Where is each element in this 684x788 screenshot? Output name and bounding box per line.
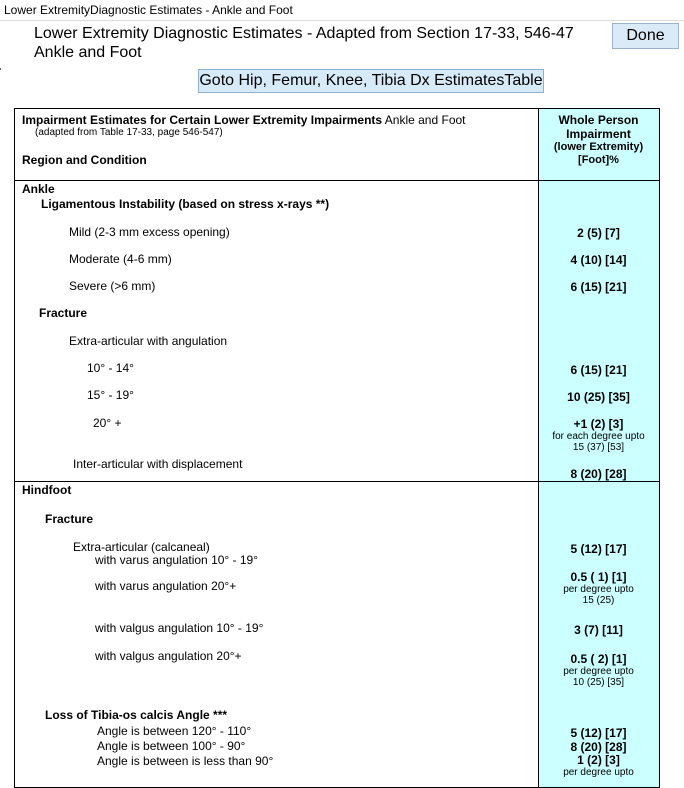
value-mild (538, 226, 659, 240)
condition-angle-15-19: 15° - 19° (87, 388, 134, 402)
value-moderate (538, 253, 659, 267)
page-title: Lower Extremity Diagnostic Estimates - Adapted from Section 17-33, 546-47 (34, 25, 574, 42)
window-title: Lower ExtremityDiagnostic Estimates - Ankle and Foot (4, 3, 293, 17)
ligament-heading: Ligamentous Instability (based on stress x-rays **) (41, 197, 330, 211)
impairment-table (14, 108, 660, 788)
condition-varus-20-plus: with varus angulation 20°+ (95, 579, 237, 593)
value-varus-20-plus-note: per degree upto (563, 584, 634, 595)
condition-severe: Severe (>6 mm) (69, 279, 156, 293)
page-heading (34, 24, 604, 62)
value-angle-20-plus-note: for each degree upto (552, 431, 645, 442)
value-angle-10-14-text: 6 (15) [21] (570, 363, 627, 377)
value-severe-text: 6 (15) [21] (570, 280, 627, 294)
value-valgus-10-19 (538, 623, 659, 637)
value-angle-20-plus (538, 417, 659, 453)
value-valgus-20-plus (538, 652, 659, 688)
col-header-line2: Impairment (566, 127, 631, 141)
condition-angle-120-110: Angle is between 120° - 110° (97, 724, 252, 738)
page-subtitle: Ankle and Foot (34, 44, 142, 61)
col-header-line1: Whole Person (558, 113, 639, 127)
value-moderate-text: 4 (10) [14] (570, 253, 627, 267)
done-button[interactable]: Done (612, 23, 679, 49)
condition-angle-10-14: 10° - 14° (87, 361, 134, 375)
table-title (22, 113, 466, 127)
condition-valgus-20-plus: with valgus angulation 20°+ (95, 649, 242, 663)
table-title-region: Ankle and Foot (382, 113, 466, 127)
value-angle-120-110-text: 5 (12) [17] (570, 726, 627, 740)
value-varus-20-plus-max: 15 (25) (582, 595, 615, 606)
value-severe (538, 280, 659, 294)
value-varus-20-plus (538, 570, 659, 606)
window-title-bar (0, 0, 684, 21)
value-angle-120-110 (538, 726, 659, 740)
value-angle-100-90-text: 8 (20) [28] (570, 740, 627, 754)
table-title-bold: Impairment Estimates for Certain Lower Extremity Impairments (22, 113, 383, 127)
section-hindfoot: Hindfoot (22, 483, 72, 497)
whole-person-impairment-header (538, 113, 659, 167)
table-subtitle: (adapted from Table 17-33, page 546-547) (35, 127, 223, 138)
loss-tibia-os-calcis-heading: Loss of Tibia-os calcis Angle *** (45, 708, 228, 722)
condition-angle-100-90: Angle is between 100° - 90° (97, 739, 246, 753)
condition-mild: Mild (2-3 mm excess opening) (69, 225, 230, 239)
condition-valgus-10-19: with valgus angulation 10° - 19° (95, 621, 264, 635)
value-varus-10-19 (538, 542, 659, 556)
condition-angle-less-90: Angle is between is less than 90° (97, 754, 274, 768)
value-valgus-20-plus-max: 10 (25) [35] (572, 677, 625, 688)
value-mild-text: 2 (5) [7] (577, 226, 620, 240)
value-inter-articular-text: 8 (20) [28] (570, 467, 627, 481)
value-inter-articular (538, 467, 659, 481)
col-header-sub2: [Foot]% (578, 154, 619, 166)
left-edge-mark (0, 68, 1, 70)
value-varus-20-plus-text: 0.5 ( 1) [1] (570, 570, 627, 584)
hindfoot-fracture-heading: Fracture (45, 512, 94, 526)
value-angle-15-19-text: 10 (25) [35] (567, 390, 630, 404)
condition-moderate: Moderate (4-6 mm) (69, 252, 172, 266)
value-angle-20-plus-text: +1 (2) [3] (573, 417, 624, 431)
value-angle-less-90-note: per degree upto (563, 767, 634, 778)
condition-inter-articular: Inter-articular with displacement (73, 457, 243, 471)
value-angle-15-19 (538, 390, 659, 404)
value-angle-20-plus-max: 15 (37) [53] (572, 442, 625, 453)
condition-varus-10-19: with varus angulation 10° - 19° (95, 553, 259, 567)
value-valgus-20-plus-text: 0.5 ( 2) [1] (570, 652, 627, 666)
condition-calcaneal: Extra-articular (calcaneal) (73, 540, 210, 554)
value-angle-less-90-text: 1 (2) [3] (577, 753, 620, 767)
section-ankle: Ankle (22, 182, 55, 196)
goto-hip-femur-knee-tibia-button[interactable]: Goto Hip, Femur, Knee, Tibia Dx EstimatesTable (198, 69, 544, 93)
value-varus-10-19-text: 5 (12) [17] (570, 542, 627, 556)
condition-extra-articular: Extra-articular with angulation (69, 334, 228, 348)
value-angle-10-14 (538, 363, 659, 377)
region-condition-label: Region and Condition (22, 153, 147, 167)
value-angle-100-90 (538, 740, 659, 754)
ankle-fracture-heading: Fracture (39, 306, 88, 320)
condition-angle-20-plus: 20° + (93, 416, 122, 430)
value-angle-less-90 (538, 753, 659, 778)
col-header-sub1: (lower Extremity) (553, 141, 644, 153)
value-valgus-20-plus-note: per degree upto (563, 666, 634, 677)
value-valgus-10-19-text: 3 (7) [11] (574, 623, 623, 637)
section-divider (15, 481, 659, 482)
header-divider (15, 180, 659, 181)
